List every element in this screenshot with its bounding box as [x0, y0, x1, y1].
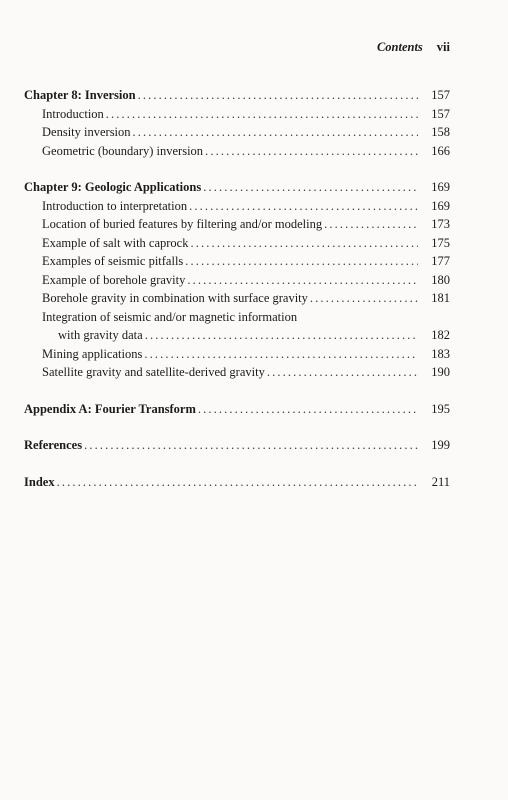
dot-leader: [267, 363, 418, 382]
toc-section-entry[interactable]: [24, 105, 450, 124]
toc-entry-title: Introduction to interpretation: [42, 198, 188, 213]
toc-entry-title: Borehole gravity in combination with surface gravity: [42, 291, 308, 305]
toc-entry-page-number: 199: [431, 438, 450, 452]
toc-entry-page-number: 169: [431, 180, 450, 194]
toc-chapter-entry[interactable]: [24, 178, 450, 197]
toc-section-entry[interactable]: [24, 308, 450, 327]
toc-entry-page-number: 182: [431, 328, 450, 342]
section-gap: [24, 455, 450, 473]
toc-entry-page-number: 158: [431, 125, 450, 139]
toc-entry-title: Satellite gravity and satellite-derived gravity: [42, 365, 265, 379]
toc-entry-page-number: 183: [431, 346, 450, 361]
dot-leader: [189, 197, 418, 216]
dot-leader: [205, 142, 418, 161]
toc-entry-title: Appendix A: Fourier Transform: [24, 401, 196, 416]
dot-leader: [106, 105, 418, 124]
toc-section-entry[interactable]: [24, 289, 450, 308]
toc-section-entry[interactable]: [24, 215, 450, 234]
toc-section-entry[interactable]: [24, 234, 450, 253]
running-head-page-number: vii: [436, 40, 450, 54]
dot-leader: [324, 215, 418, 234]
toc-section-entry[interactable]: [24, 363, 450, 382]
toc-section-entry[interactable]: [24, 345, 450, 364]
toc-entry-page-number: 177: [431, 254, 450, 268]
toc-entry-title: Example of borehole gravity: [42, 272, 186, 287]
dot-leader: [133, 123, 418, 142]
toc-entry-page-number: 180: [431, 272, 450, 287]
toc-entry-title: Introduction: [42, 106, 104, 121]
toc-entry-page-number: 166: [431, 143, 450, 158]
toc-entry-title: Density inversion: [42, 125, 131, 139]
dot-leader: [144, 345, 418, 364]
toc-entry-page-number: 181: [431, 291, 450, 305]
toc-entry-title: Geometric (boundary) inversion: [42, 143, 204, 158]
toc-section-entry[interactable]: [24, 252, 450, 271]
toc-entry-page-number: 173: [431, 217, 450, 231]
dot-leader: [57, 473, 418, 492]
toc-section-entry[interactable]: [24, 123, 450, 142]
toc-section-entry[interactable]: [24, 326, 450, 345]
toc-chapter-entry[interactable]: [24, 473, 450, 492]
table-of-contents: [24, 86, 450, 491]
toc-entry-page-number: 169: [431, 198, 450, 213]
toc-entry-page-number: 175: [431, 235, 450, 250]
toc-entry-title: Chapter 8: Inversion: [24, 88, 136, 102]
toc-section-entry[interactable]: [24, 197, 450, 216]
toc-chapter-entry[interactable]: [24, 86, 450, 105]
toc-entry-page-number: 195: [431, 401, 450, 416]
dot-leader: [198, 400, 418, 419]
dot-leader: [145, 326, 418, 345]
running-head-title: Contents: [376, 40, 423, 54]
dot-leader: [310, 289, 418, 308]
dot-leader: [185, 252, 418, 271]
toc-entry-title: References: [24, 438, 83, 452]
toc-entry-page-number: 190: [431, 365, 450, 379]
toc-entry-title: Location of buried features by filtering and/or modeling: [42, 217, 323, 231]
dot-leader: [187, 271, 418, 290]
dot-leader: [190, 234, 418, 253]
toc-entry-title: Index: [24, 474, 55, 489]
toc-section-entry[interactable]: [24, 142, 450, 161]
running-head: [377, 40, 450, 55]
dot-leader: [84, 436, 418, 455]
toc-chapter-entry[interactable]: [24, 436, 450, 455]
toc-entry-page-number: 211: [431, 474, 450, 489]
toc-entry-title: Integration of seismic and/or magnetic information: [42, 309, 298, 324]
toc-section-entry[interactable]: [24, 271, 450, 290]
dot-leader: [138, 86, 418, 105]
section-gap: [24, 418, 450, 436]
toc-chapter-entry[interactable]: [24, 400, 450, 419]
toc-entry-title: Examples of seismic pitfalls: [42, 254, 184, 268]
toc-entry-title: Example of salt with caprock: [42, 235, 189, 250]
toc-entry-title: Chapter 9: Geologic Applications: [24, 180, 202, 194]
dot-leader: [203, 178, 418, 197]
toc-entry-title: with gravity data: [58, 328, 143, 342]
toc-entry-page-number: 157: [431, 88, 450, 102]
toc-entry-page-number: 157: [431, 106, 450, 121]
toc-entry-title: Mining applications: [42, 346, 143, 361]
section-gap: [24, 160, 450, 178]
section-gap: [24, 382, 450, 400]
